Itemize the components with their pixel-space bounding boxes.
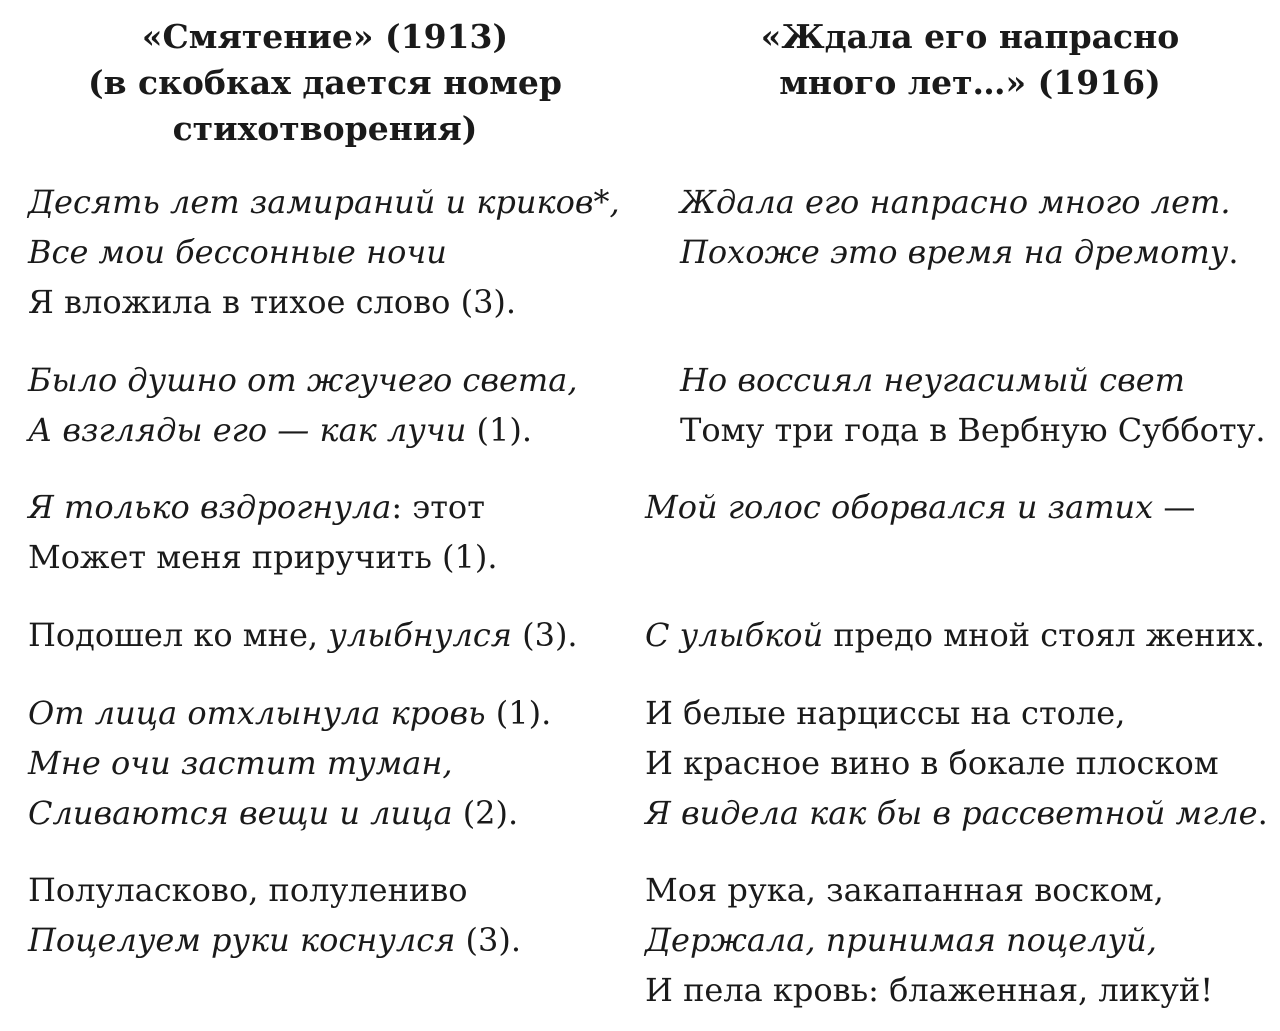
- poem-line: [28, 688, 551, 738]
- italic-segment: Все мои бессонные ночи: [28, 233, 447, 271]
- stanza: [28, 177, 620, 327]
- text-segment: (3).: [455, 921, 522, 959]
- text-segment: (2).: [452, 794, 519, 832]
- italic-segment: Я только вздрогнула: [28, 488, 392, 526]
- poem-line: [28, 915, 521, 965]
- poem-line: [28, 227, 620, 277]
- text-segment: : этот: [391, 488, 485, 526]
- text-segment: Тому три года в Вербную Субботу.: [680, 411, 1266, 449]
- italic-segment: Держала, принимая поцелуй,: [645, 921, 1157, 959]
- stanza: [28, 865, 521, 965]
- poem-line: [645, 788, 1268, 838]
- poem-line: [645, 688, 1268, 738]
- italic-segment: Сливаются вещи и лица: [28, 794, 453, 832]
- text-segment: И пела кровь: блаженная, ликуй!: [645, 971, 1214, 1009]
- italic-segment: Я видела как бы в рассветной мгле: [645, 794, 1258, 832]
- poem-line: [28, 355, 577, 405]
- italic-segment: От лица отхлынула кровь: [28, 694, 486, 732]
- poem-line: [645, 482, 1195, 532]
- text-segment: Может меня приручить (1).: [28, 538, 498, 576]
- poem-line: [28, 738, 551, 788]
- poem-line: [28, 482, 498, 532]
- italic-segment: Но воссиял неугасимый свет: [680, 361, 1185, 399]
- poem-line: [680, 177, 1239, 227]
- text-segment: предо мной стоял жених.: [823, 616, 1266, 654]
- text-segment: И белые нарциссы на столе,: [645, 694, 1126, 732]
- poem-line: [645, 610, 1265, 660]
- text-segment: И красное вино в бокале плоском: [645, 744, 1219, 782]
- stanza: [28, 688, 551, 838]
- poem-line: [28, 277, 620, 327]
- poem-line: [28, 532, 498, 582]
- poem-line: [645, 915, 1213, 965]
- stanza: [28, 610, 578, 660]
- text-segment: (1).: [485, 694, 552, 732]
- poem-line: [28, 610, 578, 660]
- text-segment: Моя рука, закапанная воском,: [645, 871, 1164, 909]
- italic-segment: Мне очи застит туман,: [28, 744, 453, 782]
- poem-line: [28, 405, 577, 455]
- poem-line: [28, 865, 521, 915]
- text-segment: Подошел ко мне,: [28, 616, 329, 654]
- text-segment: (1).: [466, 411, 533, 449]
- italic-segment: Было душно от жгучего света,: [28, 361, 578, 399]
- italic-segment: С улыбкой: [645, 616, 824, 654]
- poem-line: [645, 965, 1213, 1015]
- poem-line: [645, 865, 1213, 915]
- poem-line: [28, 177, 620, 227]
- italic-segment: Ждала его напрасно много лет.: [680, 183, 1231, 221]
- left-column-header: «Смятение» (1913) (в скобках дается номер стихотворения): [87, 17, 563, 148]
- stanza: [645, 688, 1268, 838]
- text-segment: .: [1228, 233, 1239, 271]
- poem-line: [680, 405, 1266, 455]
- text-segment: Полуласково, полулениво: [28, 871, 468, 909]
- text-segment: (3).: [511, 616, 578, 654]
- text-segment: —: [1153, 488, 1196, 526]
- italic-segment: Поцелуем руки коснулся: [28, 921, 456, 959]
- stanza: [645, 610, 1265, 660]
- stanza: [645, 482, 1195, 532]
- text-segment: Я вложила в тихое слово (3).: [28, 283, 517, 321]
- stanza: [28, 482, 498, 582]
- stanza: [680, 355, 1266, 455]
- italic-segment: улыбнулся: [328, 616, 512, 654]
- poem-line: [28, 788, 551, 838]
- stanza: [645, 865, 1213, 1015]
- stanza: [28, 355, 577, 455]
- stanza: [680, 177, 1239, 277]
- italic-segment: Мой голос оборвался и затих: [645, 488, 1154, 526]
- italic-segment: Похоже это время на дремоту: [680, 233, 1229, 271]
- italic-segment: А взгляды его — как лучи: [28, 411, 467, 449]
- poem-line: [645, 738, 1268, 788]
- italic-segment: Десять лет замираний и криков*,: [28, 183, 620, 221]
- text-segment: .: [1257, 794, 1268, 832]
- poem-line: [680, 355, 1266, 405]
- right-column-header: «Ждала его напрасно много лет…» (1916): [760, 17, 1180, 102]
- poem-line: [680, 227, 1239, 277]
